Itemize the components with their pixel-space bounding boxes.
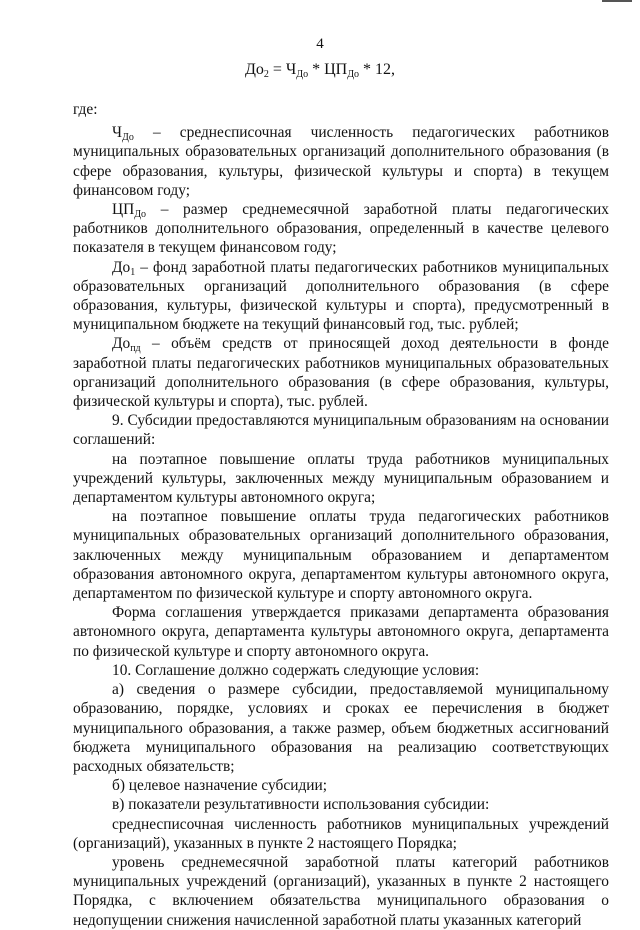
paragraph-9: 9. Субсидии предоставляются муниципальным образованиям на основании соглашений:	[73, 412, 609, 449]
definition-text: – среднесписочная численность педагогических работников муниципальных образовательных организаций дополнительного образования (в сфере образования, культуры, физической культуры и спорта) в текущем финансовом году;	[73, 124, 609, 199]
definition-symbol: До	[112, 258, 131, 276]
paragraph-10a: а) сведения о размере субсидии, предоставляемой муниципальному образованию, порядке, условиях и сроках ее перечисления в бюджет муниципального образования, а также размер, объем бюджетных ассигнований бюджета муниципального образования на реализацию соответствующих расходных обязательств;	[73, 681, 609, 775]
definition-symbol: До	[112, 335, 131, 353]
definition-text: – объём средств от приносящей доход деятельности в фонде заработной платы педагогических работников муниципальных образовательных организаций дополнительного образования (в сфере образования, культуры, физической культуры и спорта), тыс. рублей.	[73, 335, 609, 411]
paragraph-10v: в) показатели результативности использования субсидии:	[112, 796, 490, 814]
formula-mid: * ЦП	[308, 61, 348, 78]
paragraph-indicator-salary: уровень среднемесячной заработной платы категорий работников муниципальных учреждений (организаций), указанных в пункте 2 настоящего Порядка, с включением обязательства муниципального образования о недопущении снижения начисленной заработной платы указанных категорий	[73, 853, 609, 929]
document-body	[73, 100, 609, 930]
definition-ch	[73, 123, 609, 200]
definition-sub: пд	[130, 343, 141, 355]
page-corner-mark	[602, 0, 632, 2]
definition-cp	[73, 200, 609, 258]
paragraph-indicator-headcount: среднесписочная численность работников муниципальных учреждений (организаций), указанных в пункте 2 настоящего Порядка;	[73, 815, 609, 852]
definition-sub: До	[134, 209, 147, 221]
definition-do1	[73, 258, 609, 335]
definition-text: – размер среднемесячной заработной платы педагогических работников дополнительного образования, определенный в качестве целевого показателя в текущем финансовом году;	[73, 201, 609, 257]
formula-lhs: До	[244, 61, 264, 78]
formula-ch-sub: До	[296, 69, 309, 80]
paragraph-agreement-education: на поэтапное повышение оплаты труда педагогических работников муниципальных образовательных организаций дополнительного образования, заключенных между муниципальным образованием и департаментом образования автономного округа, департаментом культуры автономного округа, департаментом по физической культуре и спорту автономного округа.	[73, 508, 609, 603]
definition-text: – фонд заработной платы педагогических работников муниципальных образовательных организаций дополнительного образования (в сфере образования, культуры, физической культуры и спорта), предусмотренный в муниципальном бюджете на текущий финансовый год, тыс. рублей;	[73, 258, 609, 334]
definition-symbol: Ч	[112, 124, 123, 142]
definition-sub: До	[122, 132, 134, 144]
page-number: 4	[316, 36, 324, 52]
where-label: где:	[73, 101, 98, 118]
definition-sub: 1	[130, 266, 136, 278]
paragraph-10: 10. Соглашение должно содержать следующие условия:	[112, 661, 480, 679]
paragraph-agreement-form: Форма соглашения утверждается приказами департамента образования автономного округа, департамента культуры автономного округа, департамента по физической культуре и спорту автономного округа.	[73, 604, 609, 660]
definition-dopd	[73, 334, 609, 411]
formula-lhs-sub: 2	[263, 69, 269, 80]
formula	[0, 61, 640, 79]
formula-tail: * 12,	[359, 61, 396, 78]
paragraph-10b: б) целевое назначение субсидии;	[112, 777, 328, 795]
paragraph-agreement-culture: на поэтапное повышение оплаты труда работников муниципальных учреждений культуры, заключенных между муниципальным образованием и департаментом культуры автономного округа;	[73, 450, 609, 507]
formula-cp-sub: До	[347, 69, 360, 80]
definition-symbol: ЦП	[112, 201, 135, 219]
formula-eq: = Ч	[268, 61, 297, 78]
